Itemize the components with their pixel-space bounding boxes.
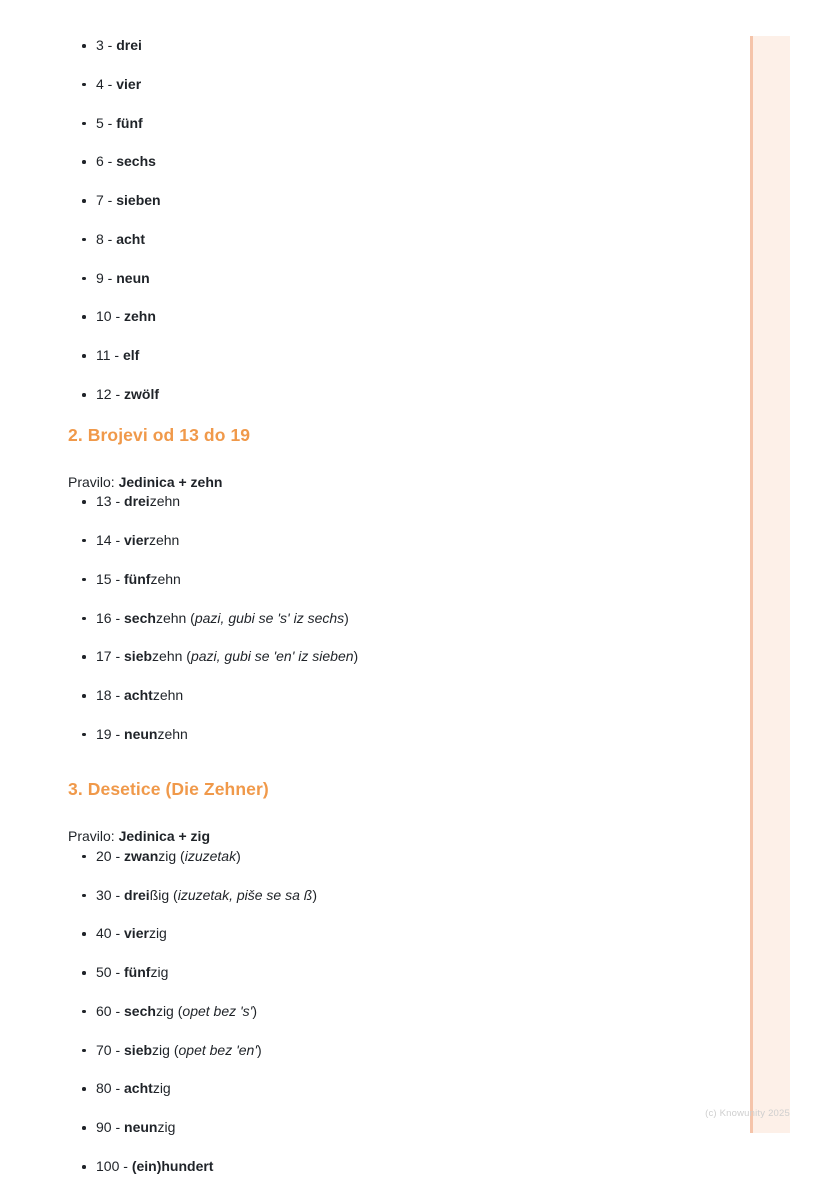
list-item [68,269,728,289]
list-item-word-suffix: zehn [150,570,181,587]
list-item-word-stem: fünf [116,114,143,131]
list-item-word-stem: vier [116,75,142,92]
list-item [68,191,728,211]
list-item-word-stem: zwan [124,847,159,864]
list-item-note-open: ( [182,648,191,665]
list-item-word-stem: elf [122,347,140,364]
list-item-note: pazi, gubi se 'en' iz sieben [190,648,354,665]
number-list-ones [68,36,728,405]
list-item-number: 80 - [96,1080,125,1097]
list-item [68,492,728,512]
list-item-note-open: ( [186,609,195,626]
list-item-word-suffix: zehn [152,687,184,704]
list-item [68,686,728,706]
document-content [68,36,728,1196]
list-item-number: 15 - [96,570,125,587]
list-item-word-stem: zwölf [124,386,160,403]
list-item [68,886,728,906]
list-item [68,963,728,983]
list-item-number: 13 - [96,493,125,510]
list-item-number: 3 - [96,37,117,53]
list-item [68,1002,728,1022]
list-item-number: 100 - [96,1158,132,1175]
number-list-teens [68,492,728,744]
list-item-word-stem: vier [124,531,149,548]
list-item-word-stem: sech [124,609,156,626]
list-item-word-stem: acht [124,1080,153,1097]
list-item-word-stem: neun [116,269,150,286]
rule-teens-label: Pravilo: [68,473,119,490]
list-item [68,307,728,327]
list-item-number: 30 - [96,886,125,903]
list-item-note-open: ( [176,847,185,864]
list-item-number: 5 - [96,114,117,131]
list-item [68,75,728,95]
list-item-word-suffix: zig [155,1002,174,1019]
list-item [68,609,728,629]
list-item-word-suffix: zehn [157,725,188,742]
list-item-note: opet bez 's' [182,1002,253,1019]
heading-section-teens: 2. Brojevi od 13 do 19 [68,424,251,445]
list-item [68,531,728,551]
rule-tens-value: Jedinica + zig [118,828,211,845]
list-item-word-stem: acht [116,230,146,247]
list-item-word-stem: drei [124,886,150,903]
list-item-word-stem: zehn [124,308,156,325]
list-item [68,924,728,944]
list-item [68,230,728,250]
list-item-word-suffix: zehn [155,609,187,626]
list-item-note-open: ( [169,1041,179,1058]
list-item-word-stem: sieb [124,1041,153,1058]
rule-tens-label: Pravilo: [68,828,119,845]
list-item-number: 4 - [96,75,117,92]
list-item-word-stem: neun [124,1119,158,1136]
list-item [68,847,728,867]
list-item-word-stem: vier [124,925,149,942]
list-item-word-suffix: zig [158,847,177,864]
list-item-word-suffix: zig [150,964,169,981]
list-item [68,647,728,667]
list-item-word-suffix: zehn [148,531,180,548]
list-item-note-close: ) [344,609,349,626]
list-item-number: 6 - [96,153,117,170]
list-item [68,570,728,590]
decorative-side-strip [750,36,790,1133]
list-item-number: 10 - [96,308,125,325]
list-item-number: 18 - [96,687,125,704]
list-item-note-close: ) [353,648,359,665]
list-item-note-open: ( [173,1002,183,1019]
list-item-number: 12 - [96,386,125,403]
list-item-number: 9 - [96,269,117,286]
list-item-word-suffix: zig [148,925,167,942]
rule-teens [68,473,728,493]
list-item [68,152,728,172]
list-item-word-suffix: ßig [149,886,170,903]
list-item-note: opet bez 'en' [178,1041,258,1058]
list-item-note-close: ) [252,1002,258,1019]
list-item-number: 7 - [96,192,117,209]
list-item [68,114,728,134]
list-item-word-stem: sieben [116,192,161,209]
list-item [68,385,728,405]
list-item-note: pazi, gubi se 's' iz sechs [194,609,345,626]
list-item-word-stem: sech [124,1002,156,1019]
heading-section-tens: 3. Desetice (Die Zehner) [68,779,269,800]
list-item-note-open: ( [169,886,178,903]
list-item-note-close: ) [236,847,241,864]
list-item-note-close: ) [312,886,318,903]
list-item [68,1118,728,1138]
list-item-word-suffix: zig [152,1080,171,1097]
list-item-word-stem: sieb [124,648,153,665]
list-item-number: 11 - [96,347,123,364]
list-item [68,725,728,745]
list-item-note: izuzetak [184,847,237,864]
list-item-number: 70 - [96,1041,125,1058]
list-item-word-stem: drei [124,493,150,510]
list-item-number: 19 - [96,725,125,742]
copyright-watermark: (c) Knowunity 2025 [705,1108,790,1119]
list-item-number: 50 - [96,964,125,981]
list-item-word-suffix: zehn [149,493,181,510]
list-item [68,1041,728,1061]
list-item-word-suffix: zehn [152,648,183,665]
list-item-number: 90 - [96,1119,125,1136]
list-item-note: izuzetak, piše se sa ß [177,886,313,903]
list-item-word-stem: neun [124,725,158,742]
list-item-word-stem: (ein)hundert [131,1158,214,1175]
section-teens-wrap [68,424,728,745]
list-item-number: 20 - [96,847,125,864]
list-item-word-stem: drei [116,37,142,53]
list-item-word-suffix: zig [157,1119,176,1136]
number-list-tens [68,847,728,1177]
list-item-word-stem: fünf [124,964,151,981]
list-item-note-close: ) [257,1041,262,1058]
list-item-number: 8 - [96,230,117,247]
list-item-word-suffix: zig [152,1041,170,1058]
list-item [68,1157,728,1177]
list-item-word-stem: fünf [124,570,151,587]
list-item-word-stem: acht [124,687,153,704]
list-item-number: 16 - [96,609,125,626]
list-item-number: 14 - [96,531,125,548]
list-item-number: 60 - [96,1002,125,1019]
rule-tens [68,827,728,847]
list-item [68,36,728,56]
list-item-number: 40 - [96,925,125,942]
list-item-number: 17 - [96,648,125,665]
list-item [68,346,728,366]
section-tens-wrap [68,778,728,1176]
list-item-word-stem: sechs [116,153,156,170]
list-item [68,1079,728,1099]
rule-teens-value: Jedinica + zehn [118,473,223,490]
